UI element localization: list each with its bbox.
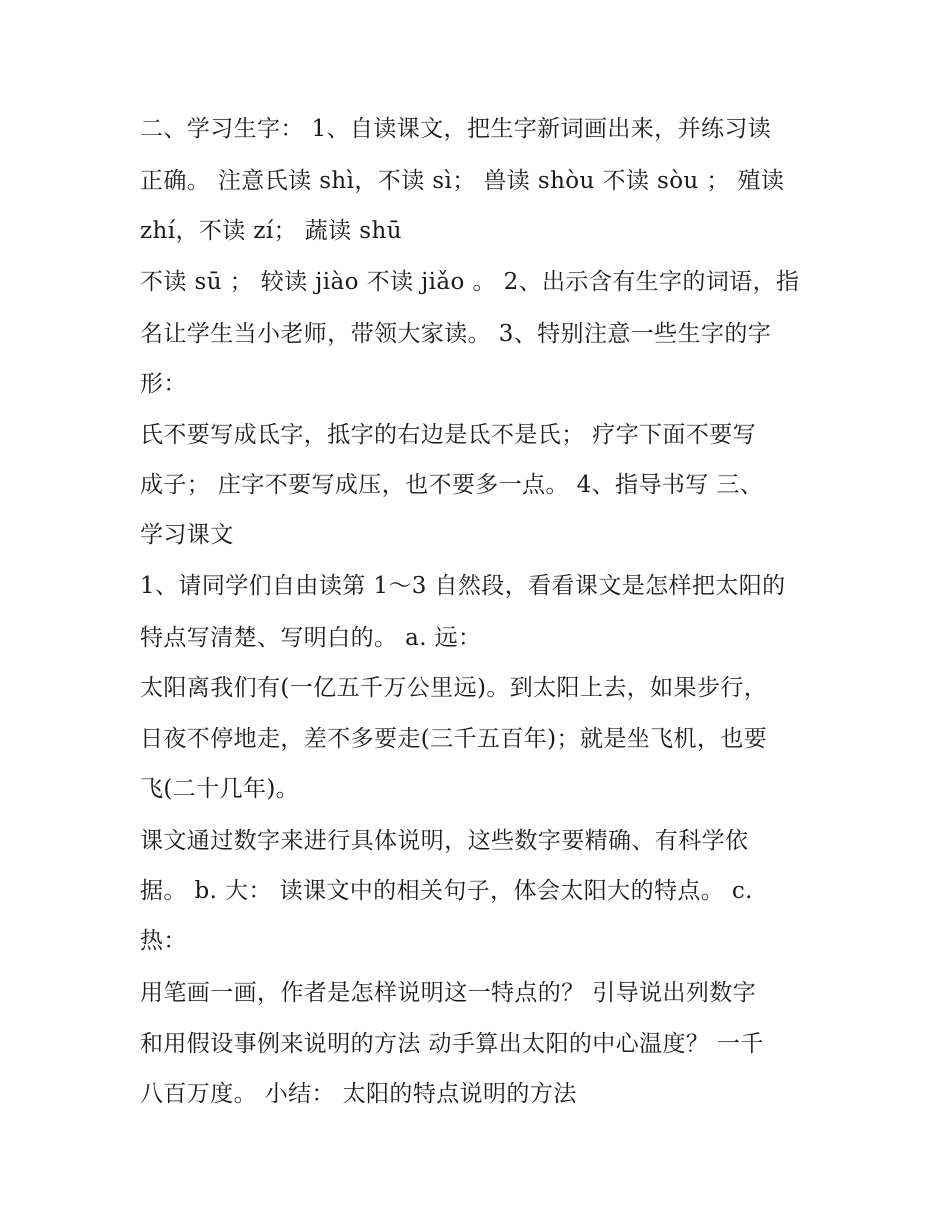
text-line: zhí，不读 zí； 蔬读 shū [140,218,402,244]
text-line: 和用假设事例来说明的方法 动手算出太阳的中心温度？ 一千 [140,1031,764,1057]
text-line: 课文通过数字来进行具体说明，这些数字要精确、有科学依 [140,828,749,854]
text-line: 名让学生当小老师，带领大家读。 3、特别注意一些生字的字 [140,321,772,347]
text-line: 正确。 注意氏读 shì，不读 sì； 兽读 shòu 不读 sòu ； 殖读 [140,168,785,194]
text-line: 成子； 庄字不要写成压，也不要多一点。 4、指导书写 三、 [140,472,764,498]
text-line: 飞(二十几年)。 [140,776,300,802]
text-line: 据。 b. 大： 读课文中的相关句子，体会太阳大的特点。 c. [140,878,753,904]
text-line: 用笔画一画，作者是怎样说明这一特点的？ 引导说出列数字 [140,980,757,1006]
text-line: 不读 sū ； 较读 jiào 不读 jiǎo 。 2、出示含有生字的词语，指 [140,269,800,295]
text-line: 太阳离我们有(一亿五千万公里远)。到太阳上去，如果步行， [140,675,768,701]
text-line: 形： [140,371,187,397]
text-line: 热： [140,928,187,954]
text-line: 二、学习生字： 1、自读课文，把生字新词画出来，并练习读 [140,116,772,142]
text-line: 1、请同学们自由读第 1～3 自然段，看看课文是怎样把太阳的 [140,573,786,599]
text-line: 特点写清楚、写明白的。 a. 远： [140,625,482,651]
text-line: 八百万度。 小结： 太阳的特点说明的方法 [140,1081,577,1107]
text-line: 日夜不停地走，差不多要走(三千五百年)；就是坐飞机，也要 [140,726,768,752]
text-line: 氏不要写成氐字，抵字的右边是氐不是氏； 疗字下面不要写 [140,422,757,448]
text-line: 学习课文 [140,522,234,548]
